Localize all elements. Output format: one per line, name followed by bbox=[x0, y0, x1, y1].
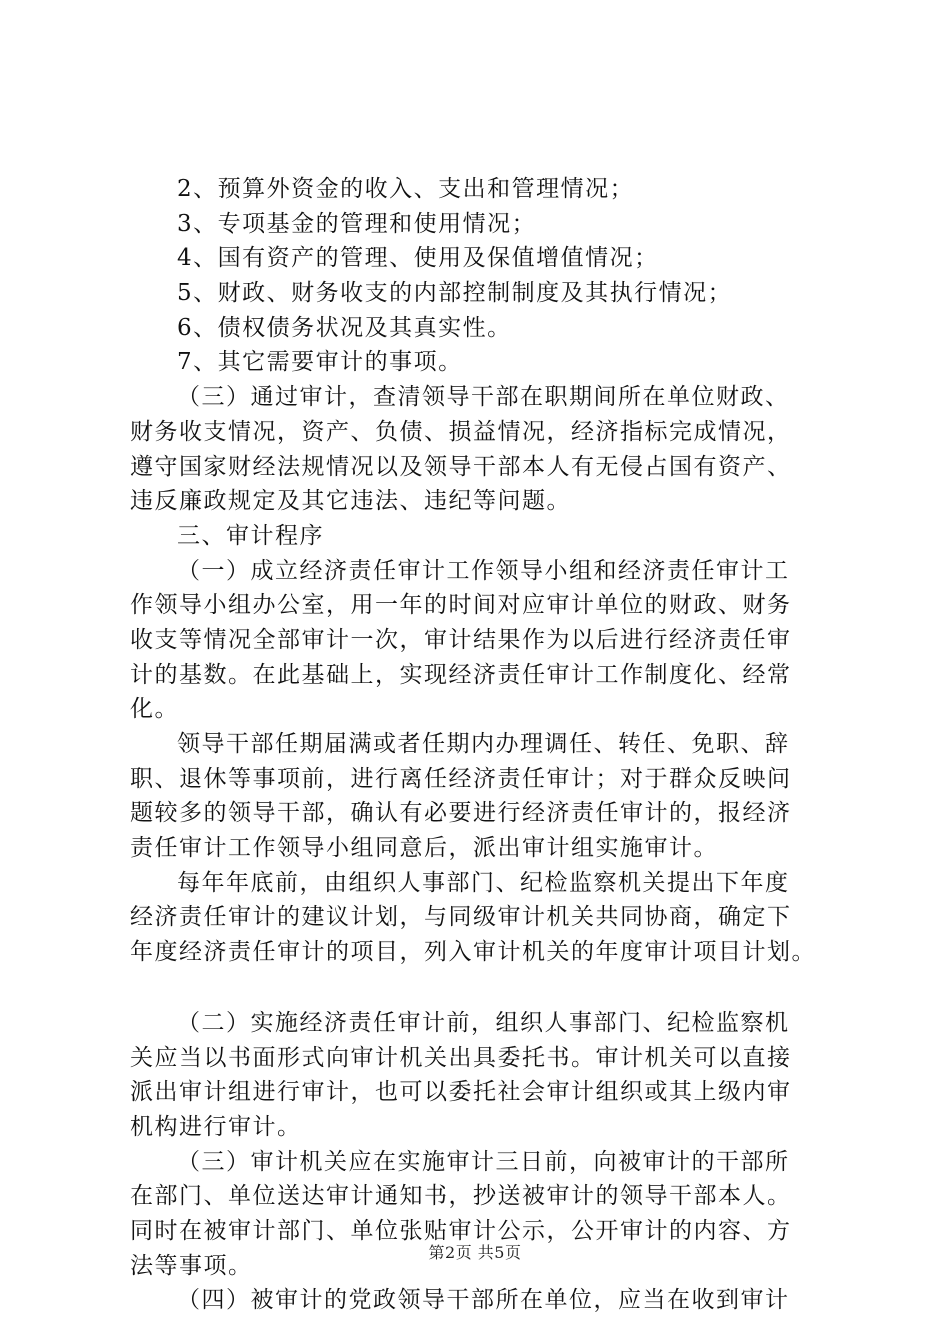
text-line: 化。 bbox=[130, 696, 179, 723]
paragraph bbox=[130, 172, 830, 207]
text-line: 职、退休等事项前，进行离任经济责任审计；对于群众反映问 bbox=[130, 765, 792, 792]
page-footer: 第2页 共5页 bbox=[428, 1243, 522, 1262]
document-body bbox=[130, 172, 830, 1318]
paragraph bbox=[130, 207, 830, 242]
text-line: 违反廉政规定及其它违法、违纪等问题。 bbox=[130, 488, 571, 515]
text-line: 财务收支情况，资产、负债、损益情况，经济指标完成情况， bbox=[130, 418, 792, 445]
paragraph-gap bbox=[130, 970, 830, 1006]
text-line: 在部门、单位送达审计通知书，抄送被审计的领导干部本人。 bbox=[130, 1183, 792, 1210]
paragraph bbox=[130, 241, 830, 276]
text-line: 领导干部任期届满或者任期内办理调任、转任、免职、辞 bbox=[177, 731, 790, 757]
paragraph bbox=[130, 345, 830, 380]
text-line: 派出审计组进行审计，也可以委托社会审计组织或其上级内审 bbox=[130, 1079, 792, 1106]
text-line: 每年年底前，由组织人事部门、纪检监察机关提出下年度 bbox=[177, 869, 790, 896]
text-line: 4、国有资产的管理、使用及保值增值情况； bbox=[177, 245, 659, 272]
text-line: 同时在被审计部门、单位张贴审计公示，公开审计的内容、方 bbox=[130, 1217, 792, 1244]
text-line: 作领导小组办公室，用一年的时间对应审计单位的财政、财务 bbox=[130, 592, 792, 619]
text-line: （四）被审计的党政领导干部所在单位，应当在收到审计 bbox=[177, 1287, 790, 1314]
text-line: 年度经济责任审计的项目，列入审计机关的年度审计项目计划。 bbox=[130, 939, 816, 966]
text-line: 机构进行审计。 bbox=[130, 1113, 302, 1140]
paragraph bbox=[130, 1283, 830, 1318]
paragraph bbox=[130, 380, 830, 519]
text-line: 法等事项。 bbox=[130, 1252, 253, 1279]
paragraph bbox=[130, 866, 830, 970]
text-line: （二）实施经济责任审计前，组织人事部门、纪检监察机 bbox=[177, 1009, 790, 1036]
text-line: （三）审计机关应在实施审计三日前，向被审计的干部所 bbox=[177, 1148, 790, 1175]
text-line: 3、专项基金的管理和使用情况； bbox=[177, 210, 537, 237]
text-line: 遵守国家财经法规情况以及领导干部本人有无侵占国有资产、 bbox=[130, 453, 792, 480]
text-line: 收支等情况全部审计一次，审计结果作为以后进行经济责任审 bbox=[130, 626, 792, 653]
paragraph bbox=[130, 276, 830, 311]
text-line: 5、财政、财务收支的内部控制制度及其执行情况； bbox=[177, 280, 733, 307]
text-line: 题较多的领导干部，确认有必要进行经济责任审计的，报经济 bbox=[130, 800, 792, 827]
text-line: 计的基数。在此基础上，实现经济责任审计工作制度化、经常 bbox=[130, 661, 792, 688]
paragraph bbox=[130, 519, 830, 554]
paragraph bbox=[130, 727, 830, 866]
text-line: 关应当以书面形式向审计机关出具委托书。审计机关可以直接 bbox=[130, 1044, 792, 1071]
text-line: 7、其它需要审计的事项。 bbox=[177, 349, 463, 376]
text-line: （三）通过审计，查清领导干部在职期间所在单位财政、 bbox=[177, 384, 790, 411]
text-line: 2、预算外资金的收入、支出和管理情况； bbox=[177, 176, 635, 202]
paragraph bbox=[130, 554, 830, 727]
text-line: （一）成立经济责任审计工作领导小组和经济责任审计工 bbox=[177, 557, 790, 584]
paragraph bbox=[130, 1006, 830, 1145]
text-line: 经济责任审计的建议计划，与同级审计机关共同协商，确定下 bbox=[130, 904, 792, 931]
paragraph bbox=[130, 311, 830, 346]
text-line: 三、审计程序 bbox=[177, 522, 324, 549]
text-line: 责任审计工作领导小组同意后，派出审计组实施审计。 bbox=[130, 835, 718, 862]
text-line: 6、债权债务状况及其真实性。 bbox=[177, 314, 512, 341]
